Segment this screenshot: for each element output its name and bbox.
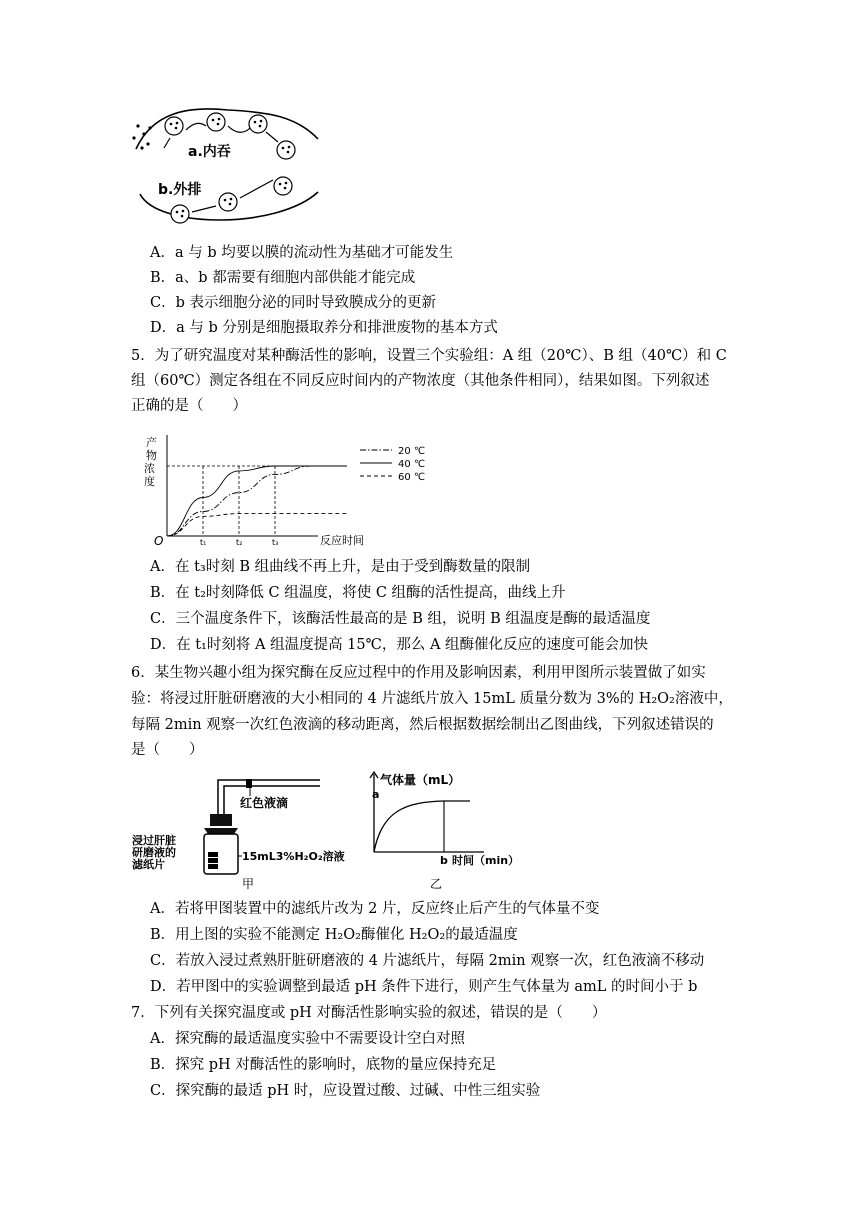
- q5-option-d: D．在 t₁时刻将 A 组温度提高 15℃，那么 A 组酶催化反应的速度可能会加快: [150, 637, 649, 653]
- q6-stem-line-1: 6．某生物兴趣小组为探究酶在反应过程中的作用及影响因素，利用甲图所示装置做了如实: [131, 665, 706, 681]
- q6-stem-line-2: 验：将浸过肝脏研磨液的大小相同的 4 片滤纸片放入 15mL 质量分数为 3%的 H₂O₂溶液中，: [131, 691, 733, 707]
- q5-stem-line-3: 正确的是（ ）: [131, 398, 247, 414]
- label-exocytosis: b.外排: [158, 182, 202, 198]
- label-endocytosis: a.内吞: [188, 144, 231, 160]
- paper-label-3: 滤纸片: [132, 858, 165, 871]
- red-drop: [246, 779, 252, 788]
- chart-xlabel: 反应时间: [320, 534, 364, 547]
- chart-ylabel-3: 浓: [144, 462, 155, 475]
- chart-origin: O: [154, 534, 164, 548]
- apparatus-figure-jia: [130, 768, 370, 892]
- q4-option-c: C．b 表示细胞分泌的同时导致膜成分的更新: [150, 295, 436, 311]
- q6-option-b: B．用上图的实验不能测定 H₂O₂酶催化 H₂O₂的最适温度: [150, 927, 518, 943]
- solution-label: 15mL3%H₂O₂溶液: [242, 850, 345, 863]
- q4-option-d: D．a 与 b 分别是细胞摄取养分和排泄废物的基本方式: [150, 320, 498, 336]
- chart-series-2: [167, 466, 347, 536]
- paper-label-1: 浸过肝脏: [132, 834, 176, 847]
- q5-stem-line-2: 组（60℃）测定各组在不同反应时间内的产物浓度（其他条件相同），结果如图。下列叙述: [131, 373, 710, 389]
- chart-legend-label-1: 20 ℃: [398, 446, 426, 457]
- enzyme-temperature-chart: [140, 432, 450, 550]
- q6-option-a: A．若将甲图装置中的滤纸片改为 2 片，反应终止后产生的气体量不变: [150, 901, 600, 917]
- q5-option-b: B．在 t₂时刻降低 C 组温度，将使 C 组酶的活性提高，曲线上升: [150, 585, 566, 601]
- q6-option-d: D．若甲图中的实验调整到最适 pH 条件下进行，则产生气体量为 amL 的时间小于 b: [150, 979, 698, 995]
- chart-xtick-1: t₁: [200, 538, 207, 547]
- membrane-transport-figure: [128, 104, 328, 234]
- chart-xtick-2: t₂: [236, 538, 243, 547]
- q4-option-b: B．a、b 都需要有细胞内部供能才能完成: [150, 270, 416, 286]
- q7-stem: 7．下列有关探究温度或 pH 对酶活性影响实验的叙述，错误的是（ ）: [131, 1005, 607, 1021]
- drop-label: 红色液滴: [240, 796, 289, 810]
- yi-a-label: a: [372, 788, 380, 801]
- chart-ylabel-4: 度: [144, 475, 155, 488]
- q7-option-b: B．探究 pH 对酶活性的影响时，底物的量应保持充足: [150, 1057, 497, 1073]
- chart-xtick-3: t₃: [272, 538, 279, 547]
- gas-volume-figure-yi: [366, 768, 546, 892]
- q6-stem-line-4: 是（ ）: [131, 742, 204, 758]
- paper-label-2: 研磨液的: [132, 846, 176, 859]
- caption-jia: 甲: [242, 877, 255, 891]
- chart-legend-label-3: 60 ℃: [398, 472, 426, 483]
- q4-option-a: A．a 与 b 均要以膜的流动性为基础才可能发生: [150, 245, 454, 261]
- chart-ylabel-2: 物: [146, 449, 157, 462]
- yi-curve: [374, 801, 470, 852]
- chart-series-3: [167, 514, 347, 536]
- yi-b-label: b: [440, 854, 448, 867]
- q5-option-a: A．在 t₃时刻 B 组曲线不再上升，是由于受到酶数量的限制: [150, 559, 531, 575]
- q6-stem-line-3: 每隔 2min 观察一次红色液滴的移动距离，然后根据数据绘制出乙图曲线，下列叙述错误的: [131, 717, 714, 733]
- q5-stem-line-1: 5．为了研究温度对某种酶活性的影响，设置三个实验组：A 组（20℃）、B 组（40℃）和 C: [131, 348, 727, 364]
- q6-option-c: C．若放入浸过煮熟肝脏研磨液的 4 片滤纸片，每隔 2min 观察一次，红色液滴不移动: [150, 953, 705, 969]
- q5-option-c: C．三个温度条件下，该酶活性最高的是 B 组，说明 B 组温度是酶的最适温度: [150, 611, 651, 627]
- q7-option-c: C．探究酶的最适 pH 时，应设置过酸、过碱、中性三组实验: [150, 1083, 541, 1099]
- q7-option-a: A．探究酶的最适温度实验中不需要设计空白对照: [150, 1031, 465, 1047]
- yi-xlabel: 时间（min）: [452, 854, 520, 867]
- yi-ylabel: 气体量（mL）: [380, 773, 461, 787]
- caption-yi: 乙: [430, 877, 443, 891]
- chart-legend-label-2: 40 ℃: [398, 459, 426, 470]
- chart-ylabel-1: 产: [146, 436, 157, 449]
